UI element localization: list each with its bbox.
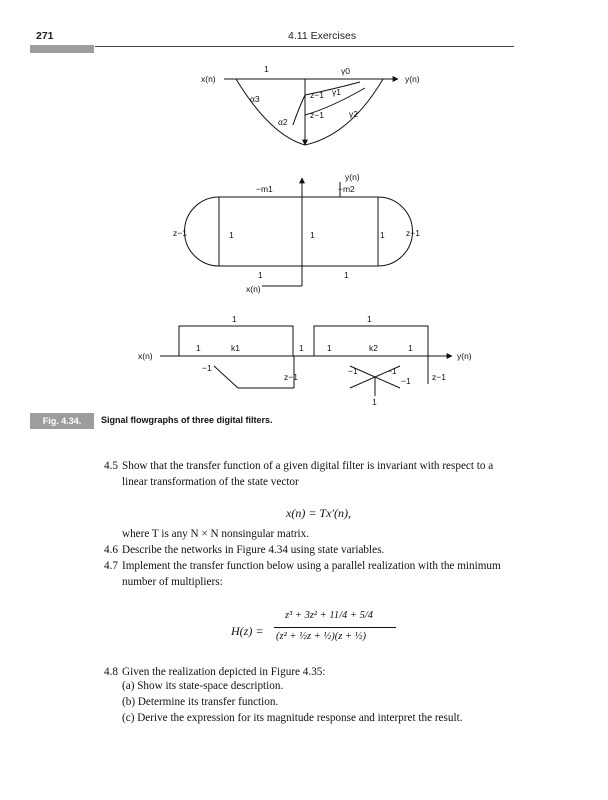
section-title: 4.11 Exercises	[288, 30, 357, 42]
d3-k2: k2	[369, 343, 378, 353]
d1-gain-top: 1	[264, 64, 269, 74]
equation-numerator: z³ + 3z² + 11/4 + 5/4	[285, 610, 374, 621]
exercise-4-5	[104, 458, 520, 474]
d1-gamma2: γ2	[349, 109, 358, 119]
d1-delay1: z−1	[310, 90, 324, 100]
d2-gain-e: 1	[344, 270, 349, 280]
figure-tag: Fig. 4.34.	[30, 413, 94, 429]
d3-k1: k1	[231, 343, 240, 353]
d2-output: y(n)	[345, 172, 360, 182]
exercise-text: Implement the transfer function below using a parallel realization with the minimum	[122, 560, 501, 572]
diagram-2	[185, 178, 413, 286]
d2-left-delay: z−1	[173, 228, 187, 238]
page-number: 271	[36, 30, 54, 42]
d2-gain-d: 1	[258, 270, 263, 280]
d1-alpha2: α2	[278, 117, 288, 127]
exercise-number: 4.7	[104, 560, 118, 572]
exercise-4-8-b: (b) Determine its transfer function.	[122, 696, 279, 708]
d3-minus-1b: −1	[348, 366, 358, 376]
exercise-4-8	[104, 664, 520, 680]
d3-minus-1d: −1	[401, 376, 411, 386]
exercise-number: 4.8	[104, 666, 118, 678]
d1-output: y(n)	[405, 74, 420, 84]
exercise-number: 4.5	[104, 460, 118, 472]
exercise-number: 4.6	[104, 544, 118, 556]
d3-delay-1: z−1	[284, 372, 298, 382]
d2-m1: −m1	[256, 184, 273, 194]
exercise-4-7-line2: number of multipliers:	[122, 576, 223, 588]
exercise-4-6	[104, 542, 520, 558]
d3-top-gain-1: 1	[232, 314, 237, 324]
d3-gain-3: 1	[327, 343, 332, 353]
d1-input: x(n)	[201, 74, 216, 84]
exercise-4-5-after: where T is any N × N nonsingular matrix.	[122, 528, 310, 540]
d3-gain-bottom: 1	[372, 397, 377, 407]
equation-state-transform: x(n) = Tx′(n),	[286, 506, 352, 520]
equation-denominator: (z² + ½z + ½)(z + ½)	[276, 631, 367, 642]
exercise-4-5-line2: linear transformation of the state vector	[122, 476, 299, 488]
figure-caption: Signal flowgraphs of three digital filters.	[101, 415, 273, 425]
d3-delay-2: z−1	[432, 372, 446, 382]
d2-m2: −m2	[338, 184, 355, 194]
exercise-text: Given the realization depicted in Figure 4.35:	[122, 666, 326, 678]
d2-right-delay: z−1	[406, 228, 420, 238]
d3-minus-1c: −1	[387, 366, 397, 376]
d3-input: x(n)	[138, 351, 153, 361]
d3-gain-2: 1	[299, 343, 304, 353]
d2-input: x(n)	[246, 284, 261, 294]
exercise-4-8-c: (c) Derive the expression for its magnitude response and interpret the result.	[122, 712, 463, 724]
exercise-4-7	[104, 558, 520, 574]
d1-delay2: z−1	[310, 110, 324, 120]
d2-gain-c: 1	[380, 230, 385, 240]
d3-top-gain-2: 1	[367, 314, 372, 324]
d3-gain-4: 1	[408, 343, 413, 353]
d1-alpha3: α3	[250, 94, 260, 104]
d2-gain-a: 1	[229, 230, 234, 240]
exercise-text: Describe the networks in Figure 4.34 using state variables.	[122, 544, 385, 556]
d3-output: y(n)	[457, 351, 472, 361]
exercise-text: Show that the transfer function of a given digital filter is invariant with respect to a	[122, 460, 494, 472]
equation-lhs: H(z) =	[231, 624, 264, 638]
exercise-4-8-a: (a) Show its state-space description.	[122, 680, 284, 692]
d1-gamma0: γ0	[341, 66, 350, 76]
d2-gain-b: 1	[310, 230, 315, 240]
d1-gamma1: γ1	[332, 87, 341, 97]
d3-minus-1a: −1	[202, 363, 212, 373]
fraction-bar	[274, 627, 396, 628]
d3-gain-1: 1	[196, 343, 201, 353]
